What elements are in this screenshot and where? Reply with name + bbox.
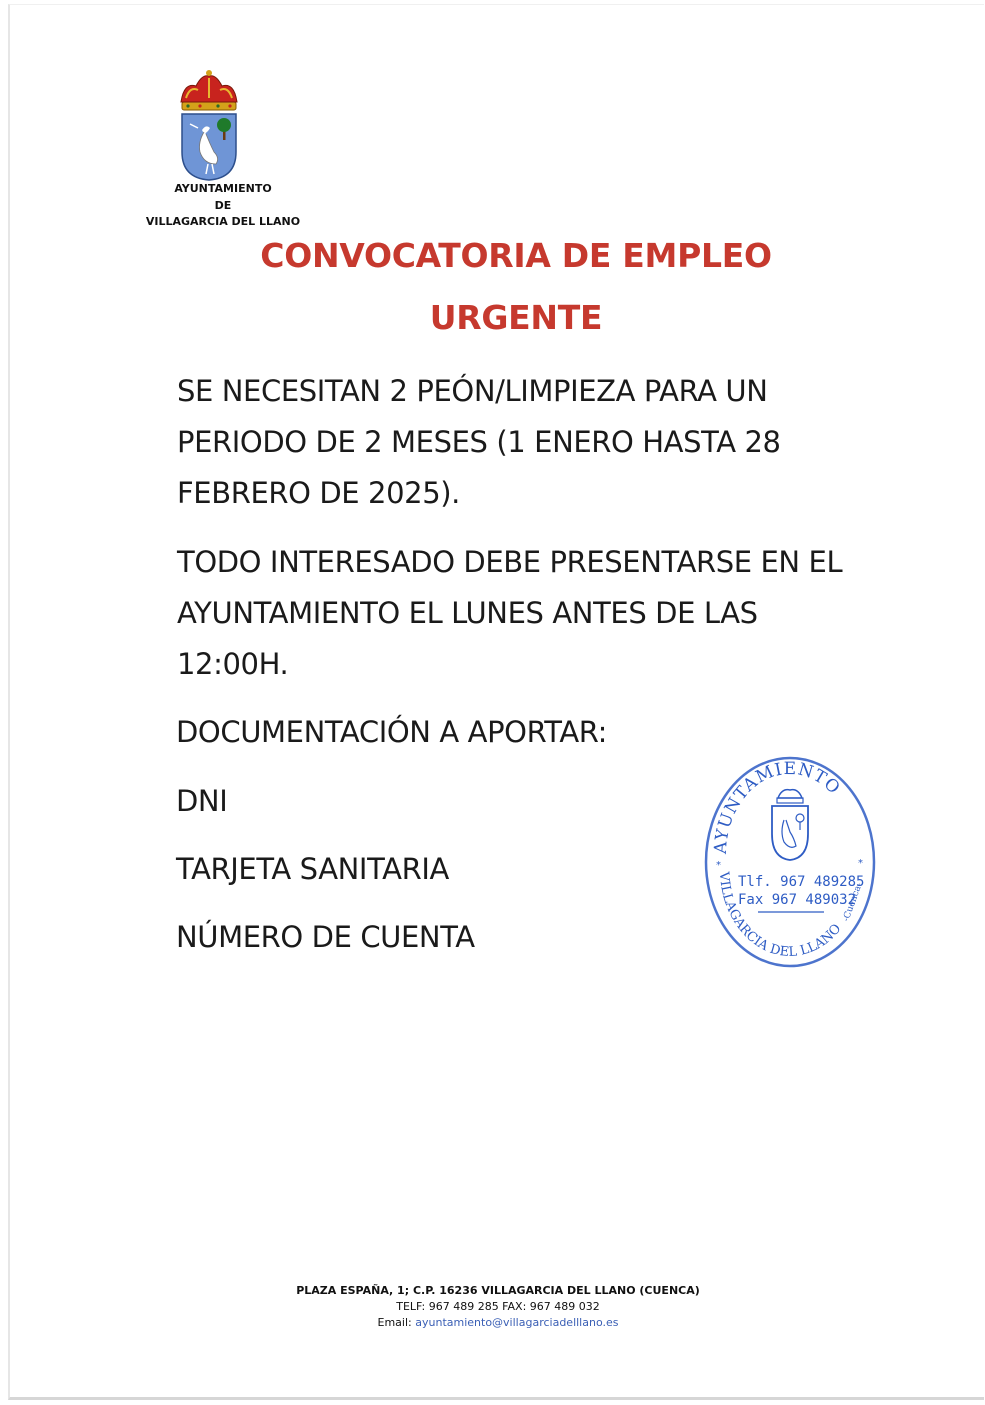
document-item-health-card: TARJETA SANITARIA	[176, 852, 449, 886]
paragraph-instructions: TODO INTERESADO DEBE PRESENTARSE EN EL AYUNTAMIENTO EL LUNES ANTES DE LAS 12:00H.	[177, 545, 843, 681]
footer-phones: TELF: 967 489 285 FAX: 967 489 032	[396, 1300, 600, 1313]
stamp-bottom-text: VILLAGARCIA DEL LLANO	[715, 871, 845, 961]
org-line-2: DE	[214, 198, 232, 212]
document-item-dni: DNI	[176, 784, 228, 818]
title-line-1: CONVOCATORIA DE EMPLEO	[260, 236, 772, 275]
footer-email-link[interactable]: ayuntamiento@villagarciadelllano.es	[415, 1316, 619, 1329]
footer-email-line	[250, 1315, 746, 1331]
footer	[250, 1283, 746, 1331]
stamp-side-text: -Cuenca-	[841, 881, 865, 924]
org-line-3: VILLAGARCIA DEL LLANO	[145, 215, 301, 228]
stamp-phone: Tlf. 967 489285	[738, 874, 865, 890]
documentation-heading: DOCUMENTACIÓN A APORTAR:	[176, 715, 607, 749]
footer-address: PLAZA ESPAÑA, 1; C.P. 16236 VILLAGARCIA DEL LLANO (CUENCA)	[296, 1284, 700, 1297]
stamp-top-text: AYUNTAMIENTO	[710, 758, 845, 855]
stamp-fax: Fax 967 489032	[738, 892, 857, 908]
title-line-2: URGENTE	[429, 298, 603, 337]
footer-email-label: Email:	[377, 1316, 416, 1329]
org-line-1: AYUNTAMIENTO	[174, 182, 272, 195]
organization-name	[140, 181, 306, 231]
coat-of-arms-icon	[176, 68, 242, 186]
official-stamp	[702, 754, 878, 972]
paragraph-job-offer: SE NECESITAN 2 PEÓN/LIMPIEZA PARA UN PERIODO DE 2 MESES (1 ENERO HASTA 28 FEBRERO DE 2025).	[177, 374, 781, 510]
svg-text:*: *	[858, 858, 863, 869]
svg-text:*: *	[716, 860, 721, 871]
document-item-account-number: NÚMERO DE CUENTA	[176, 920, 475, 954]
